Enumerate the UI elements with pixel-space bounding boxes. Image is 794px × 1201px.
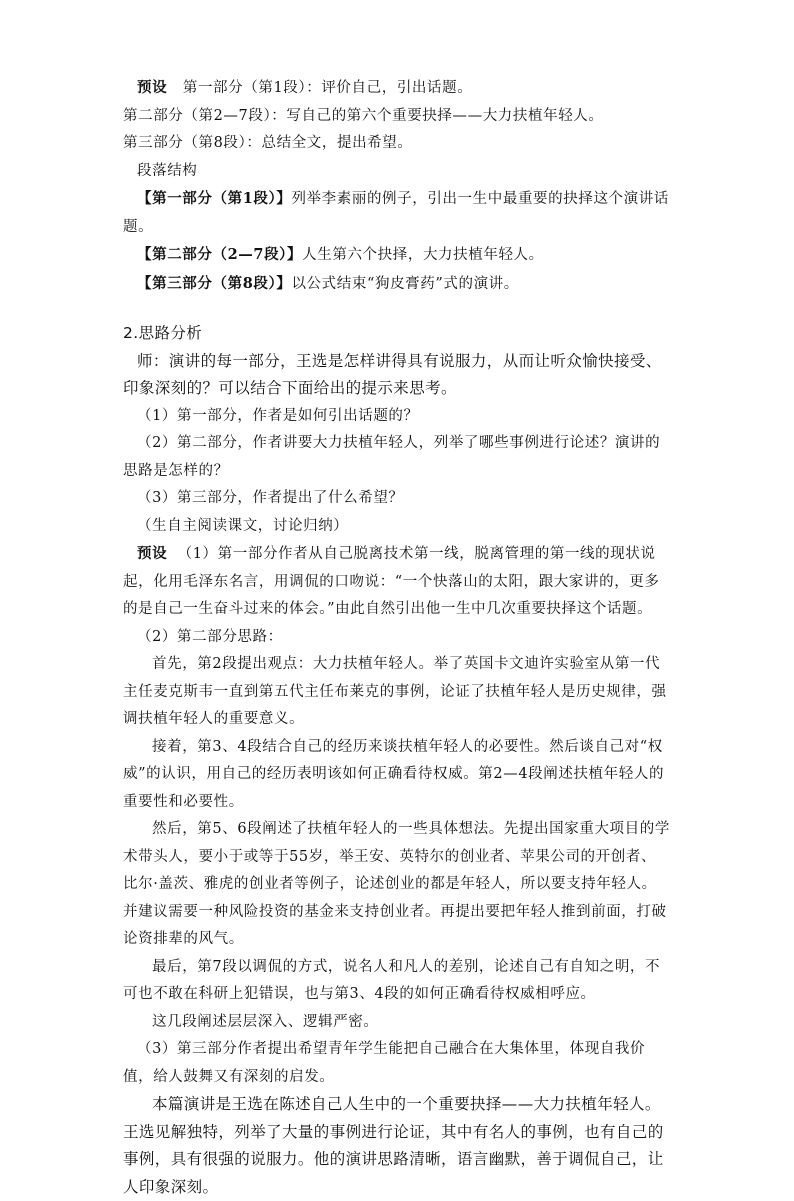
- answer-3: （3）第三部分作者提出希望青年学生能把自己融合在大集体里，体现自我价值，给人鼓舞又有深刻的启发。: [123, 1041, 646, 1085]
- paragraph-summary: 这几段阐述层层深入、逻辑严密。: [152, 1013, 379, 1030]
- paragraph-first: 首先，第2段提出观点：大力扶植年轻人。举了英国卡文迪许实验室从第一代主任麦克斯韦一直到第五代主任布莱克的事例，论证了扶植年轻人是历史规律，强调扶植年轻人的重要意义。: [123, 656, 667, 727]
- question-2: （2）第二部分，作者讲要大力扶植年轻人，列举了哪些事例进行论述？演讲的思路是怎样的？: [123, 435, 661, 479]
- analysis-intro: 师：演讲的每一部分，王选是怎样讲得具有说服力，从而让听众愉快接受、印象深刻的？可以结合下面给出的提示来思考。: [123, 351, 662, 397]
- question-1: （1）第一部分，作者是如何引出话题的？: [137, 407, 419, 424]
- paragraph-next: 接着，第3、4段结合自己的经历来谈扶植年轻人的必要性。然后谈自己对“权威”的认识，用自己的经历表明该如何正确看待权威。第2—4段阐述扶植年轻人的重要性和必要性。: [123, 738, 665, 810]
- analysis-heading: 2.思路分析: [123, 324, 203, 342]
- preset-line-2: 第二部分（第2—7段）：写自己的第六个重要抉择——大力扶植年轻人。: [123, 107, 604, 124]
- paragraph-last: 最后，第7段以调侃的方式，说名人和凡人的差别，论述自己有自知之明，不可也不敢在科研上犯错误，也与第3、4段的如何正确看待权威相呼应。: [123, 958, 661, 1002]
- preset-line-1: 预设 第一部分（第1段）：评价自己，引出话题。: [137, 79, 473, 96]
- paragraph-then: 然后，第5、6段阐述了扶植年轻人的一些具体想法。先提出国家重大项目的学术带头人，要小于或等于55岁，举王安、英特尔的创业者、苹果公司的开创者、比尔·盖茨、雅虎的创业者等例子，论述创业的都是年轻人，所以要支持年轻人。并建议需要一种风险投资的基金来支持创业者。再提出要把年轻人推到前面，打破论资排辈的风气。: [123, 821, 670, 947]
- preset-label: 预设: [137, 79, 168, 96]
- structure-item-1: 【第一部分（第1段）】列举李素丽的例子，引出一生中最重要的抉择这个演讲话题。: [123, 190, 669, 235]
- preset-label-2: 预设: [137, 545, 168, 562]
- preset-line-3: 第三部分（第8段）：总结全文，提出希望。: [123, 135, 413, 151]
- structure-item-2: 【第二部分（2—7段）】人生第六个抉择，大力扶植年轻人。: [137, 246, 544, 263]
- answer-2-heading: （2）第二部分思路：: [137, 628, 283, 645]
- document-body: [123, 74, 671, 1201]
- conclusion: 本篇演讲是王选在陈述自己人生中的一个重要抉择——大力扶植年轻人。王选见解独特，列举了大量的事例进行论证，其中有名人的事例，也有自己的事例，具有很强的说服力。他的演讲思路清晰，语言幽默，善于调侃自己，让人印象深刻。: [123, 1095, 664, 1196]
- question-3: （3）第三部分，作者提出了什么希望？: [137, 490, 404, 506]
- structure-heading: 段落结构: [137, 162, 198, 179]
- answer-1: 预设 （1）第一部分作者从自己脱离技术第一线，脱离管理的第一线的现状说起，化用毛泽东名言，用调侃的口吻说：“一个快落山的太阳，跟大家讲的，更多的是自己一生奋斗过来的体会。”由此自然引出他一生中几次重要抉择这个话题。: [123, 545, 660, 617]
- discussion-note: （生自主阅读课文，讨论归纳）: [137, 517, 349, 534]
- structure-item-3: 【第三部分（第8段）】以公式结束“狗皮膏药”式的演讲。: [137, 274, 519, 292]
